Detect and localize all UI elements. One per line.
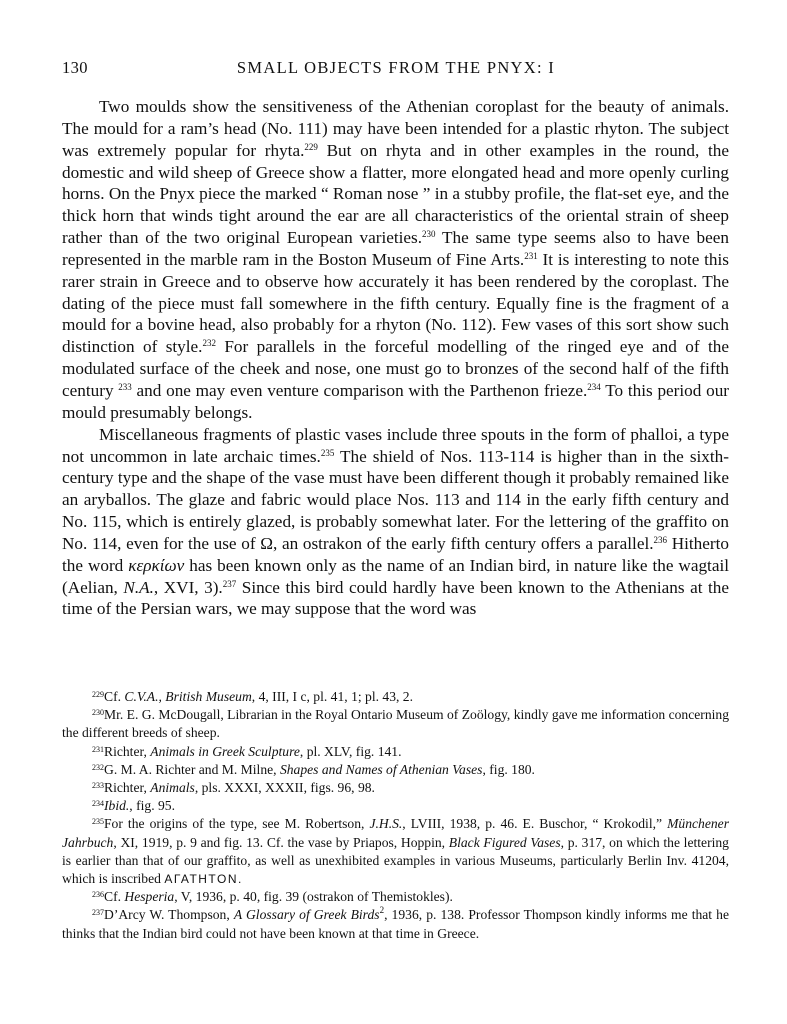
running-title: SMALL OBJECTS FROM THE PNYX: I	[236, 58, 556, 77]
page-number: 130	[62, 58, 88, 77]
text-run: , XVI, 3).	[153, 577, 223, 597]
footnote	[62, 815, 729, 888]
text-run: For parallels in the forceful modelling of the ringed eye and of the modulated surface of the cheek and nose, one must go to bronzes of the second half of the fifth century	[62, 337, 729, 400]
text-run: , LVIII, 1938, p. 46. E. Buschor, “ Krokodil,”	[402, 816, 668, 832]
page-header	[62, 58, 730, 80]
footnote-reference: 236	[653, 534, 668, 545]
footnote	[62, 706, 729, 742]
footnote-number: 237	[92, 908, 104, 918]
paragraph	[62, 424, 729, 621]
footnote-number: 230	[92, 708, 104, 718]
footnote	[62, 888, 729, 906]
text-run: G. M. A. Richter and M. Milne,	[104, 761, 280, 777]
italic-text: κερκίων	[128, 555, 185, 575]
italic-text: N.A.	[123, 577, 154, 597]
footnote-number: 229	[92, 690, 104, 699]
footnote-reference: 2	[379, 905, 385, 916]
italic-text: Hesperia	[124, 889, 175, 905]
text-run: and one may even venture comparison with the Parthenon frieze.	[131, 380, 588, 400]
italic-text: A Glossary of Greek Birds	[233, 907, 380, 923]
footnote-number: 231	[92, 744, 104, 754]
text-run: But on rhyta and in other examples in the round, the domestic and wild sheep of Greece show a flatter, more elongated head and more openly curling horns. On the Pnyx piece the marked “ Roman nose ” in a stubby profile, the flat-set eye, and the thick horn that winds tight around the ear are all characteristics of the oriental strain of sheep rather than of the two original European varieties.	[62, 140, 729, 248]
text-run: Hitherto the word	[62, 533, 729, 575]
text-run: , pls. XXXI, XXXII, figs. 96, 98.	[194, 780, 375, 796]
text-run: Two moulds show the sensitiveness of the Athenian coroplast for the beauty of animals. The mould for a ram’s head (No. 111) may have been intended for a plastic rhyton. The subject was extremely popular for rhyta.	[62, 97, 729, 160]
footnote-number: 235	[92, 817, 104, 827]
text-run: , pl. XLV, fig. 141.	[299, 743, 402, 759]
text-run: For the origins of the type, see M. Robertson,	[104, 816, 370, 832]
footnote	[62, 797, 729, 815]
text-run: Richter,	[104, 780, 151, 796]
text-run: Cf.	[104, 889, 125, 905]
text-run: , V, 1936, p. 40, fig. 39 (ostrakon of Themistokles).	[174, 889, 453, 905]
footnote	[62, 906, 729, 942]
footnote	[62, 779, 729, 797]
text-run: Miscellaneous fragments of plastic vases include three spouts in the form of phalloi, a type not uncommon in late archaic times.	[62, 424, 729, 466]
footnote-reference: 235	[320, 447, 335, 458]
text-run: , p. 317, on which the lettering is earlier than that of our graffito, as well as unexhibited examples in various Museums, particularly Berlin Inv. 41204, which is inscribed	[62, 834, 729, 887]
inscription-text: ΑΓΑΤΗΤΟΝ.	[164, 872, 243, 887]
italic-text: Black Figured Vases	[448, 834, 561, 850]
text-run: The same type seems also to have been represented in the marble ram in the Boston Museum of Fine Arts.	[62, 228, 730, 269]
italic-text: Animals in Greek Sculpture	[150, 743, 300, 759]
footnote-reference: 237	[222, 578, 237, 589]
footnotes	[62, 688, 729, 943]
footnote-reference: 232	[202, 338, 216, 349]
text-run: It is interesting to note this rarer strain in Greece and to observe how accurately it has been rendered by the coroplast. The dating of the piece must fall somewhere in the fifth century. Equally fine is the fragment of a mould for a bovine head, also probably for a rhyton (No. 112). Few vases of this sort show such distinction of style.	[62, 249, 729, 357]
text-run: D’Arcy W. Thompson,	[104, 907, 234, 923]
main-text	[62, 96, 729, 620]
text-run: Since this bird could hardly have been known to the Athenians at the time of the Persian wars, we may suppose that the word was	[62, 577, 729, 619]
footnote-reference: 229	[304, 141, 318, 152]
footnote	[62, 743, 729, 761]
footnote-number: 233	[92, 781, 104, 791]
footnote-number: 232	[92, 762, 104, 772]
footnote	[62, 688, 729, 706]
italic-text: Shapes and Names of Athenian Vases	[279, 761, 483, 777]
text-run: Richter,	[104, 743, 151, 759]
footnote	[62, 761, 729, 779]
text-run: , XI, 1919, p. 9 and fig. 13. Cf. the vase by Priapos, Hoppin,	[113, 834, 449, 850]
text-run: The shield of Nos. 113-114 is higher than in the sixth-century type and the shape of the vase must have been different though it probably remained like an aryballos. The glaze and fabric would place Nos. 113 and 114 in the early fifth century and No. 115, which is entirely glazed, is probably somewhat later. For the lettering of the graffito on No. 114, even for the use of Ω, an ostrakon of the early fifth century offers a parallel.	[62, 446, 729, 553]
text-run: Cf.	[104, 689, 125, 704]
text-run: has been known only as the name of an Indian bird, in nature like the wagtail (Aelian,	[62, 555, 729, 597]
italic-text: J.H.S.	[369, 816, 403, 832]
footnote-reference: 230	[422, 229, 436, 240]
italic-text: Animals	[150, 780, 195, 796]
footnote-reference: 233	[118, 381, 132, 392]
footnote-number: 236	[92, 890, 104, 900]
text-run: , fig. 180.	[482, 761, 535, 777]
text-run: Mr. E. G. McDougall, Librarian in the Royal Ontario Museum of Zoölogy, kindly gave me information concerning the different breeds of sheep.	[62, 707, 729, 741]
footnote-reference: 234	[587, 381, 601, 392]
italic-text: C.V.A., British Museum	[124, 689, 252, 704]
text-run: To this period our mould presumably belongs.	[62, 380, 730, 422]
italic-text: Ibid.	[104, 798, 130, 814]
text-run: , 1936, p. 138. Professor Thompson kindly informs me that he thinks that the Indian bird could not have been known at that time in Greece.	[62, 907, 729, 941]
paragraph	[62, 96, 729, 424]
footnote-number: 234	[92, 799, 104, 809]
footnote-reference: 231	[524, 250, 538, 261]
text-run: , 4, III, I c, pl. 41, 1; pl. 43, 2.	[251, 689, 413, 704]
text-run: , fig. 95.	[129, 798, 175, 814]
italic-text: Münchener Jahrbuch	[62, 816, 729, 850]
